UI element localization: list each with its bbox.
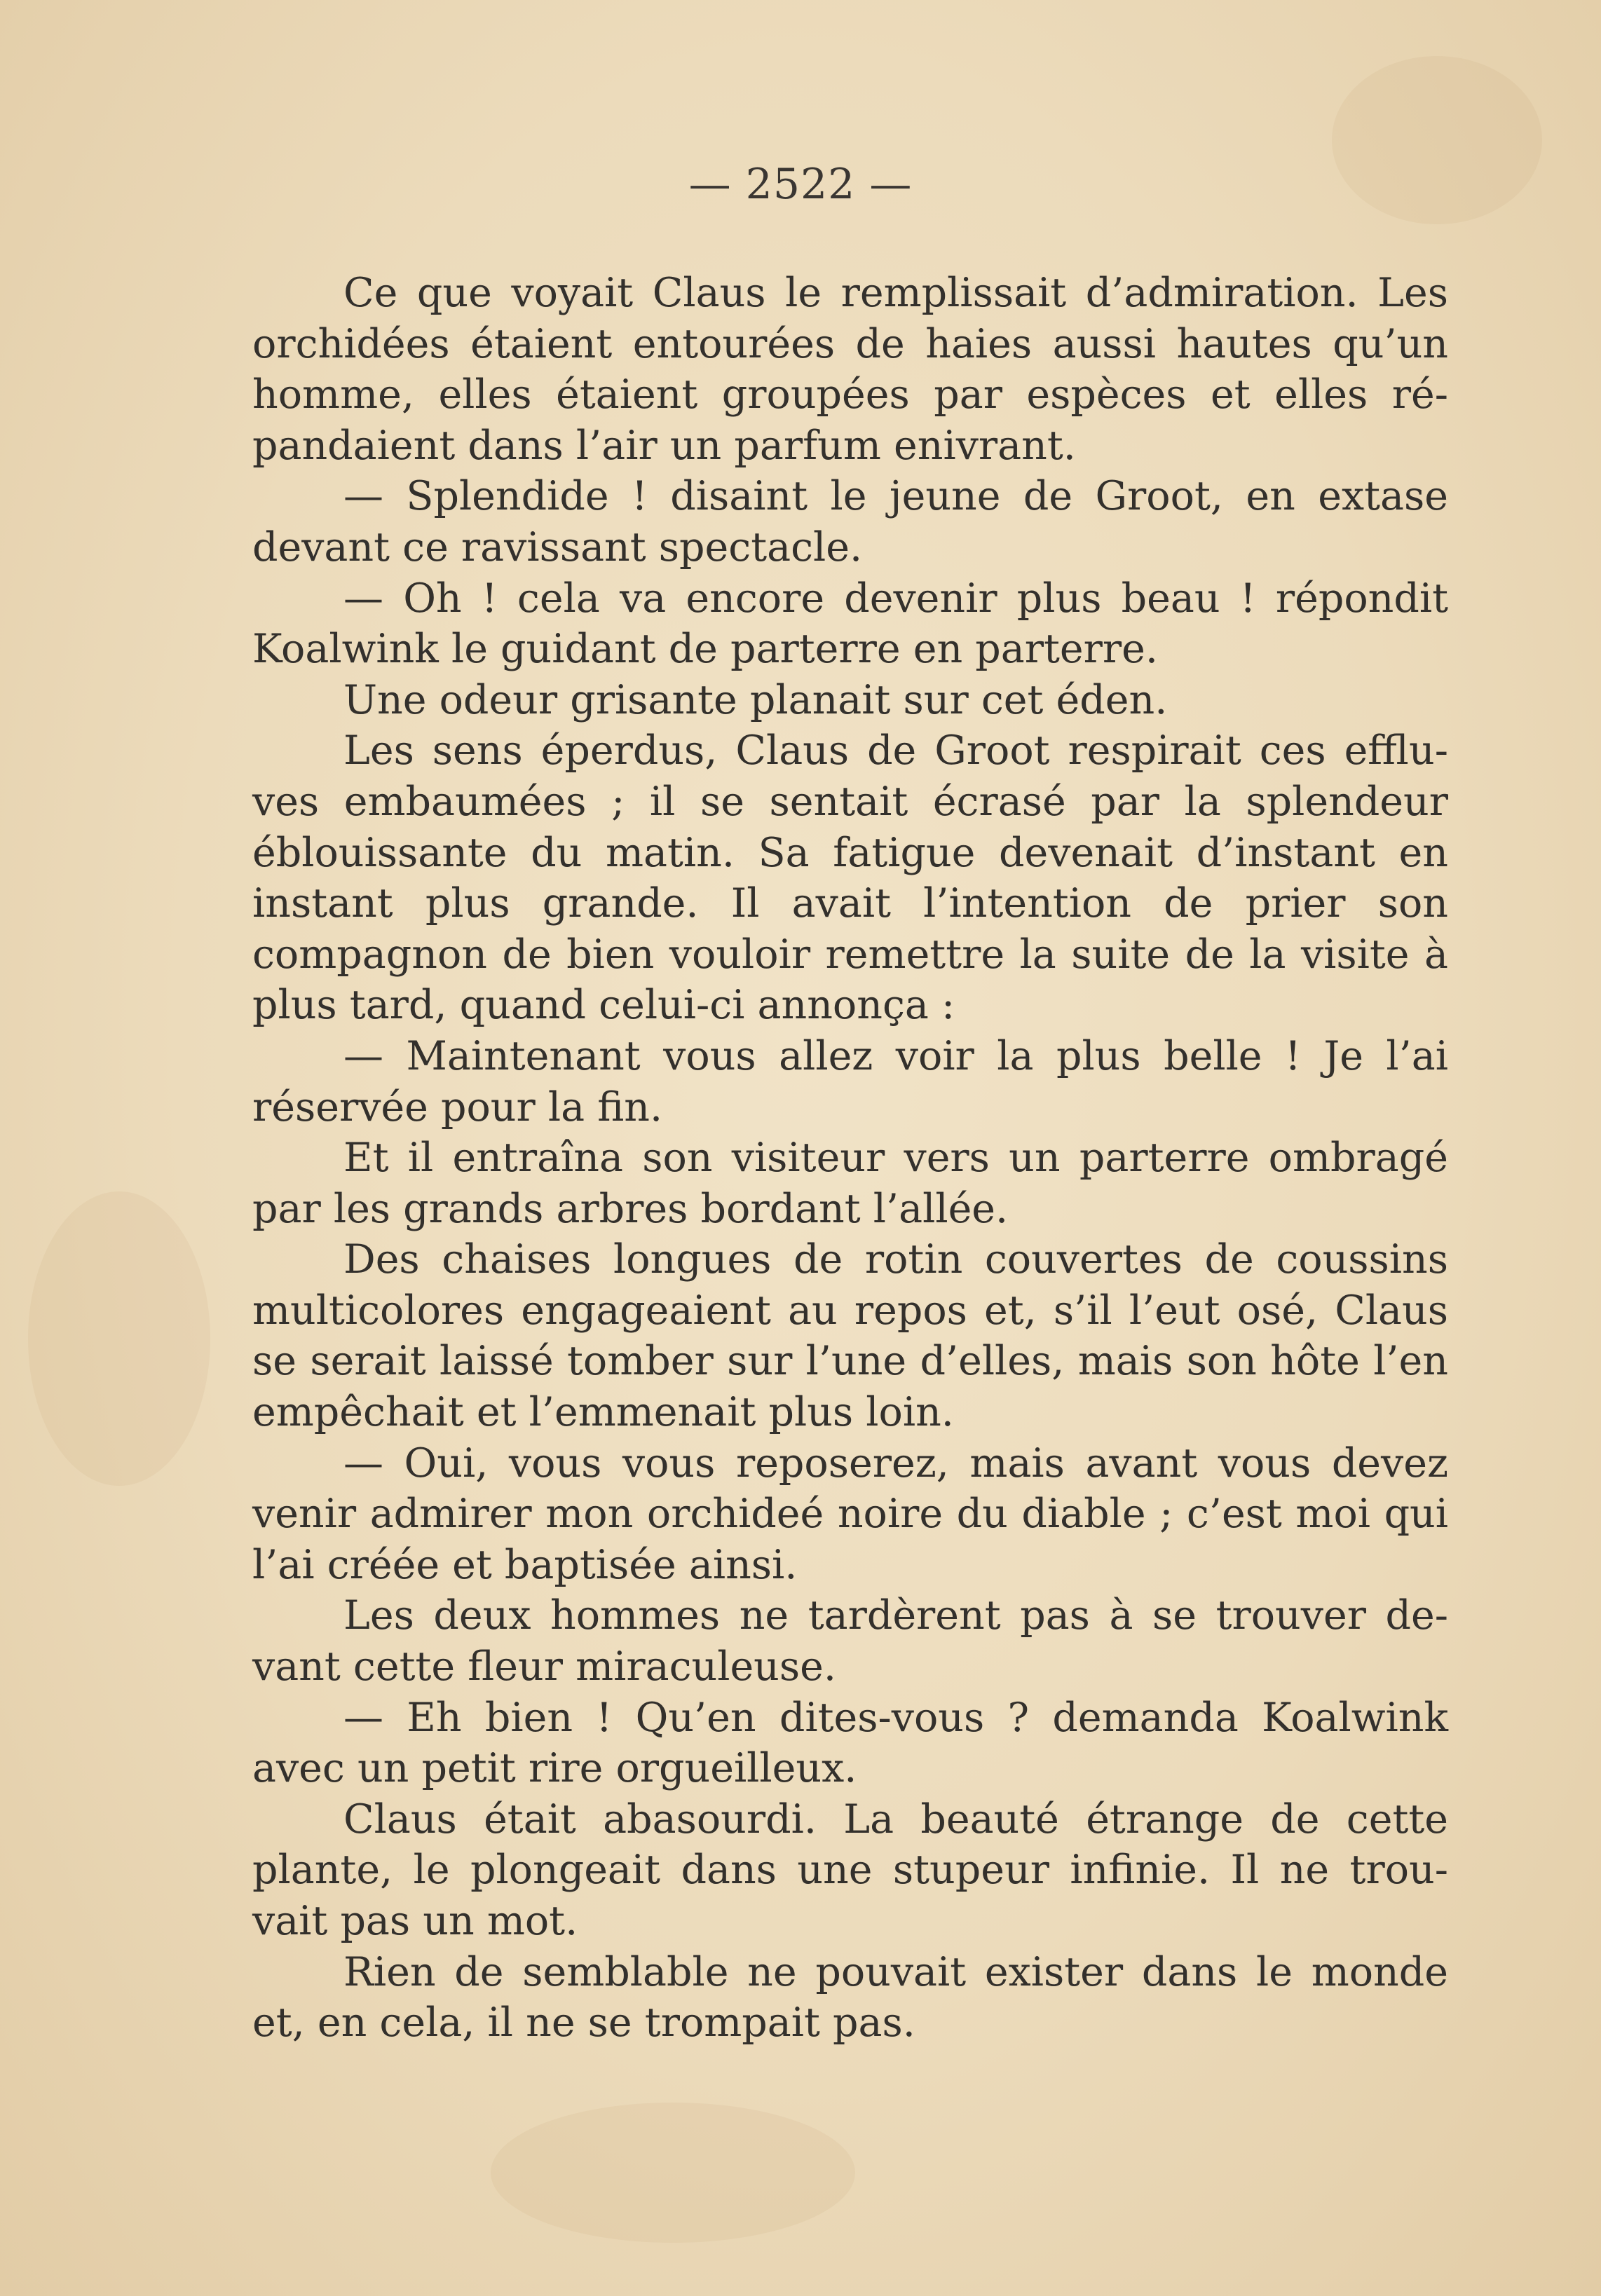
paragraph: — Maintenant vous allez voir la plus belle ! Je l’ai réservée pour la fin. <box>252 1032 1448 1130</box>
paragraph: Rien de semblable ne pouvait exister dans le monde et, en cela, il ne se trompait pas. <box>252 1948 1448 2046</box>
page-number: — 2522 — <box>688 160 913 209</box>
body-text <box>252 268 1448 2049</box>
paragraph: — Eh bien ! Qu’en dites-vous ? demanda Koalwink avec un petit rire orgueilleux. <box>252 1694 1448 1792</box>
paper-stain <box>28 1191 210 1486</box>
paragraph: Une odeur grisante planait sur cet éden. <box>343 676 1168 723</box>
paragraph: Claus était abasourdi. La beauté étrange de cette plante, le plongeait dans une stupeur infinie. Il ne trou-vait pas un mot. <box>252 1796 1448 1944</box>
paragraph: Les deux hommes ne tardèrent pas à se trouver de-vant cette fleur miraculeuse. <box>252 1592 1448 1690</box>
paragraph: — Splendide ! disaint le jeune de Groot, en extase devant ce ravissant spectacle. <box>252 473 1448 570</box>
paragraph: Des chaises longues de rotin couvertes de coussins multicolores engageaient au repos et, s’il l’eut osé, Claus se serait laissé tomber sur l’une d’elles, mais son hôte l’en empêchait et l’emmenait plus loin. <box>252 1236 1448 1436</box>
paragraph: — Oh ! cela va encore devenir plus beau ! répondit Koalwink le guidant de parterre en parterre. <box>252 575 1448 673</box>
paragraph: — Oui, vous vous reposerez, mais avant vous devez venir admirer mon orchideé noire du diable ; c’est moi qui l’ai créée et baptisée ainsi. <box>252 1440 1448 1588</box>
paper-stain <box>491 2103 855 2243</box>
paragraph: Ce que voyait Claus le remplissait d’admiration. Les orchidées étaient entourées de haies aussi hautes qu’un homme, elles étaient groupées par espèces et elles ré-pandaient dans l’air un parfum enivrant. <box>252 270 1448 469</box>
paragraph: Et il entraîna son visiteur vers un parterre ombragé par les grands arbres bordant l’allée. <box>252 1135 1448 1232</box>
paragraph: Les sens éperdus, Claus de Groot respirait ces efflu-ves embaumées ; il se sentait écrasé par la splendeur éblouissante du matin. Sa fatigue devenait d’instant en instant plus grande. Il avait l’intention de prier son compagnon de bien vouloir remettre la suite de la visite à plus tard, quand celui-ci annonça : <box>252 727 1448 1029</box>
